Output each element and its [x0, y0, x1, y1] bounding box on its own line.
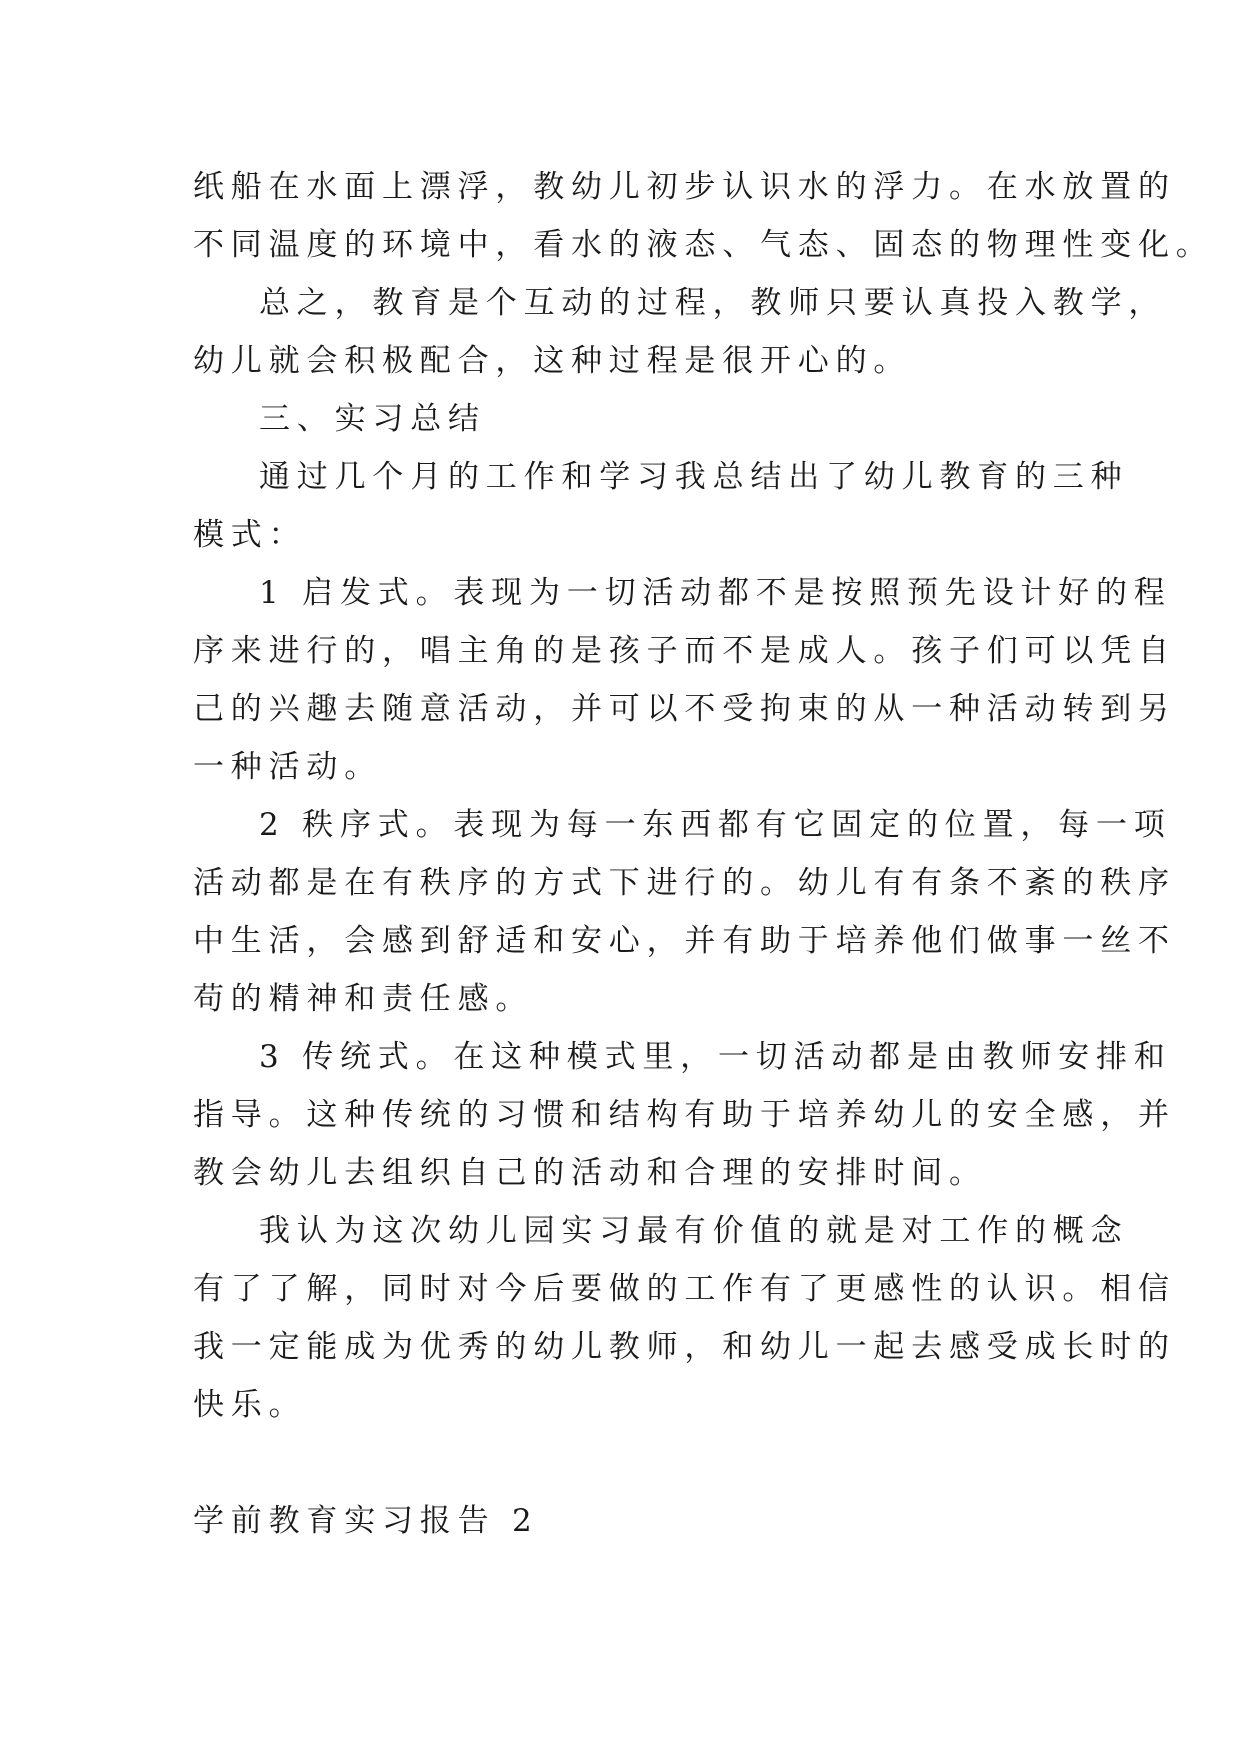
text-line: 指导。这种传统的习惯和结构有助于培养幼儿的安全感，并 [193, 1097, 1176, 1133]
text-line: 纸船在水面上漂浮，教幼儿初步认识水的浮力。在水放置的 [193, 169, 1176, 205]
text-line: 教会幼儿去组织自己的活动和合理的安排时间。 [193, 1155, 987, 1191]
text-line: 己的兴趣去随意活动，并可以不受拘束的从一种活动转到另 [193, 691, 1176, 727]
text-line: 快乐。 [193, 1387, 307, 1423]
text-line: 序来进行的，唱主角的是孩子而不是成人。孩子们可以凭自 [193, 633, 1176, 669]
text-line: 一种活动。 [193, 749, 382, 785]
text-line: 活动都是在有秩序的方式下进行的。幼儿有有条不紊的秩序 [193, 865, 1176, 901]
text-line: 我一定能成为优秀的幼儿教师，和幼儿一起去感受成长时的 [193, 1329, 1176, 1365]
list-item-3: 3 传统式。在这种模式里，一切活动都是由教师安排和 [259, 1039, 1172, 1075]
paragraph-start: 我认为这次幼儿园实习最有价值的就是对工作的概念 [259, 1213, 1129, 1249]
text-line: 苟的精神和责任感。 [193, 981, 534, 1017]
text-line: 不同温度的环境中，看水的液态、气态、固态的物理性变化。 [193, 227, 1214, 263]
list-item-1: 1 启发式。表现为一切活动都不是按照预先设计好的程 [259, 575, 1172, 611]
section-heading: 三、实习总结 [259, 401, 486, 437]
paragraph-start: 总之，教育是个互动的过程，教师只要认真投入教学， [259, 285, 1167, 321]
list-item-2: 2 秩序式。表现为每一东西都有它固定的位置，每一项 [259, 807, 1172, 843]
spacer [193, 1434, 1055, 1492]
text-line: 中生活，会感到舒适和安心，并有助于培养他们做事一丝不 [193, 923, 1176, 959]
text-line: 模式： [193, 517, 307, 553]
text-line: 幼儿就会积极配合，这种过程是很开心的。 [193, 343, 912, 379]
next-report-title: 学前教育实习报告 2 [193, 1503, 539, 1539]
text-line: 有了了解，同时对今后要做的工作有了更感性的认识。相信 [193, 1271, 1176, 1307]
document-page [193, 158, 1214, 1550]
paragraph-start: 通过几个月的工作和学习我总结出了幼儿教育的三种 [259, 459, 1129, 495]
